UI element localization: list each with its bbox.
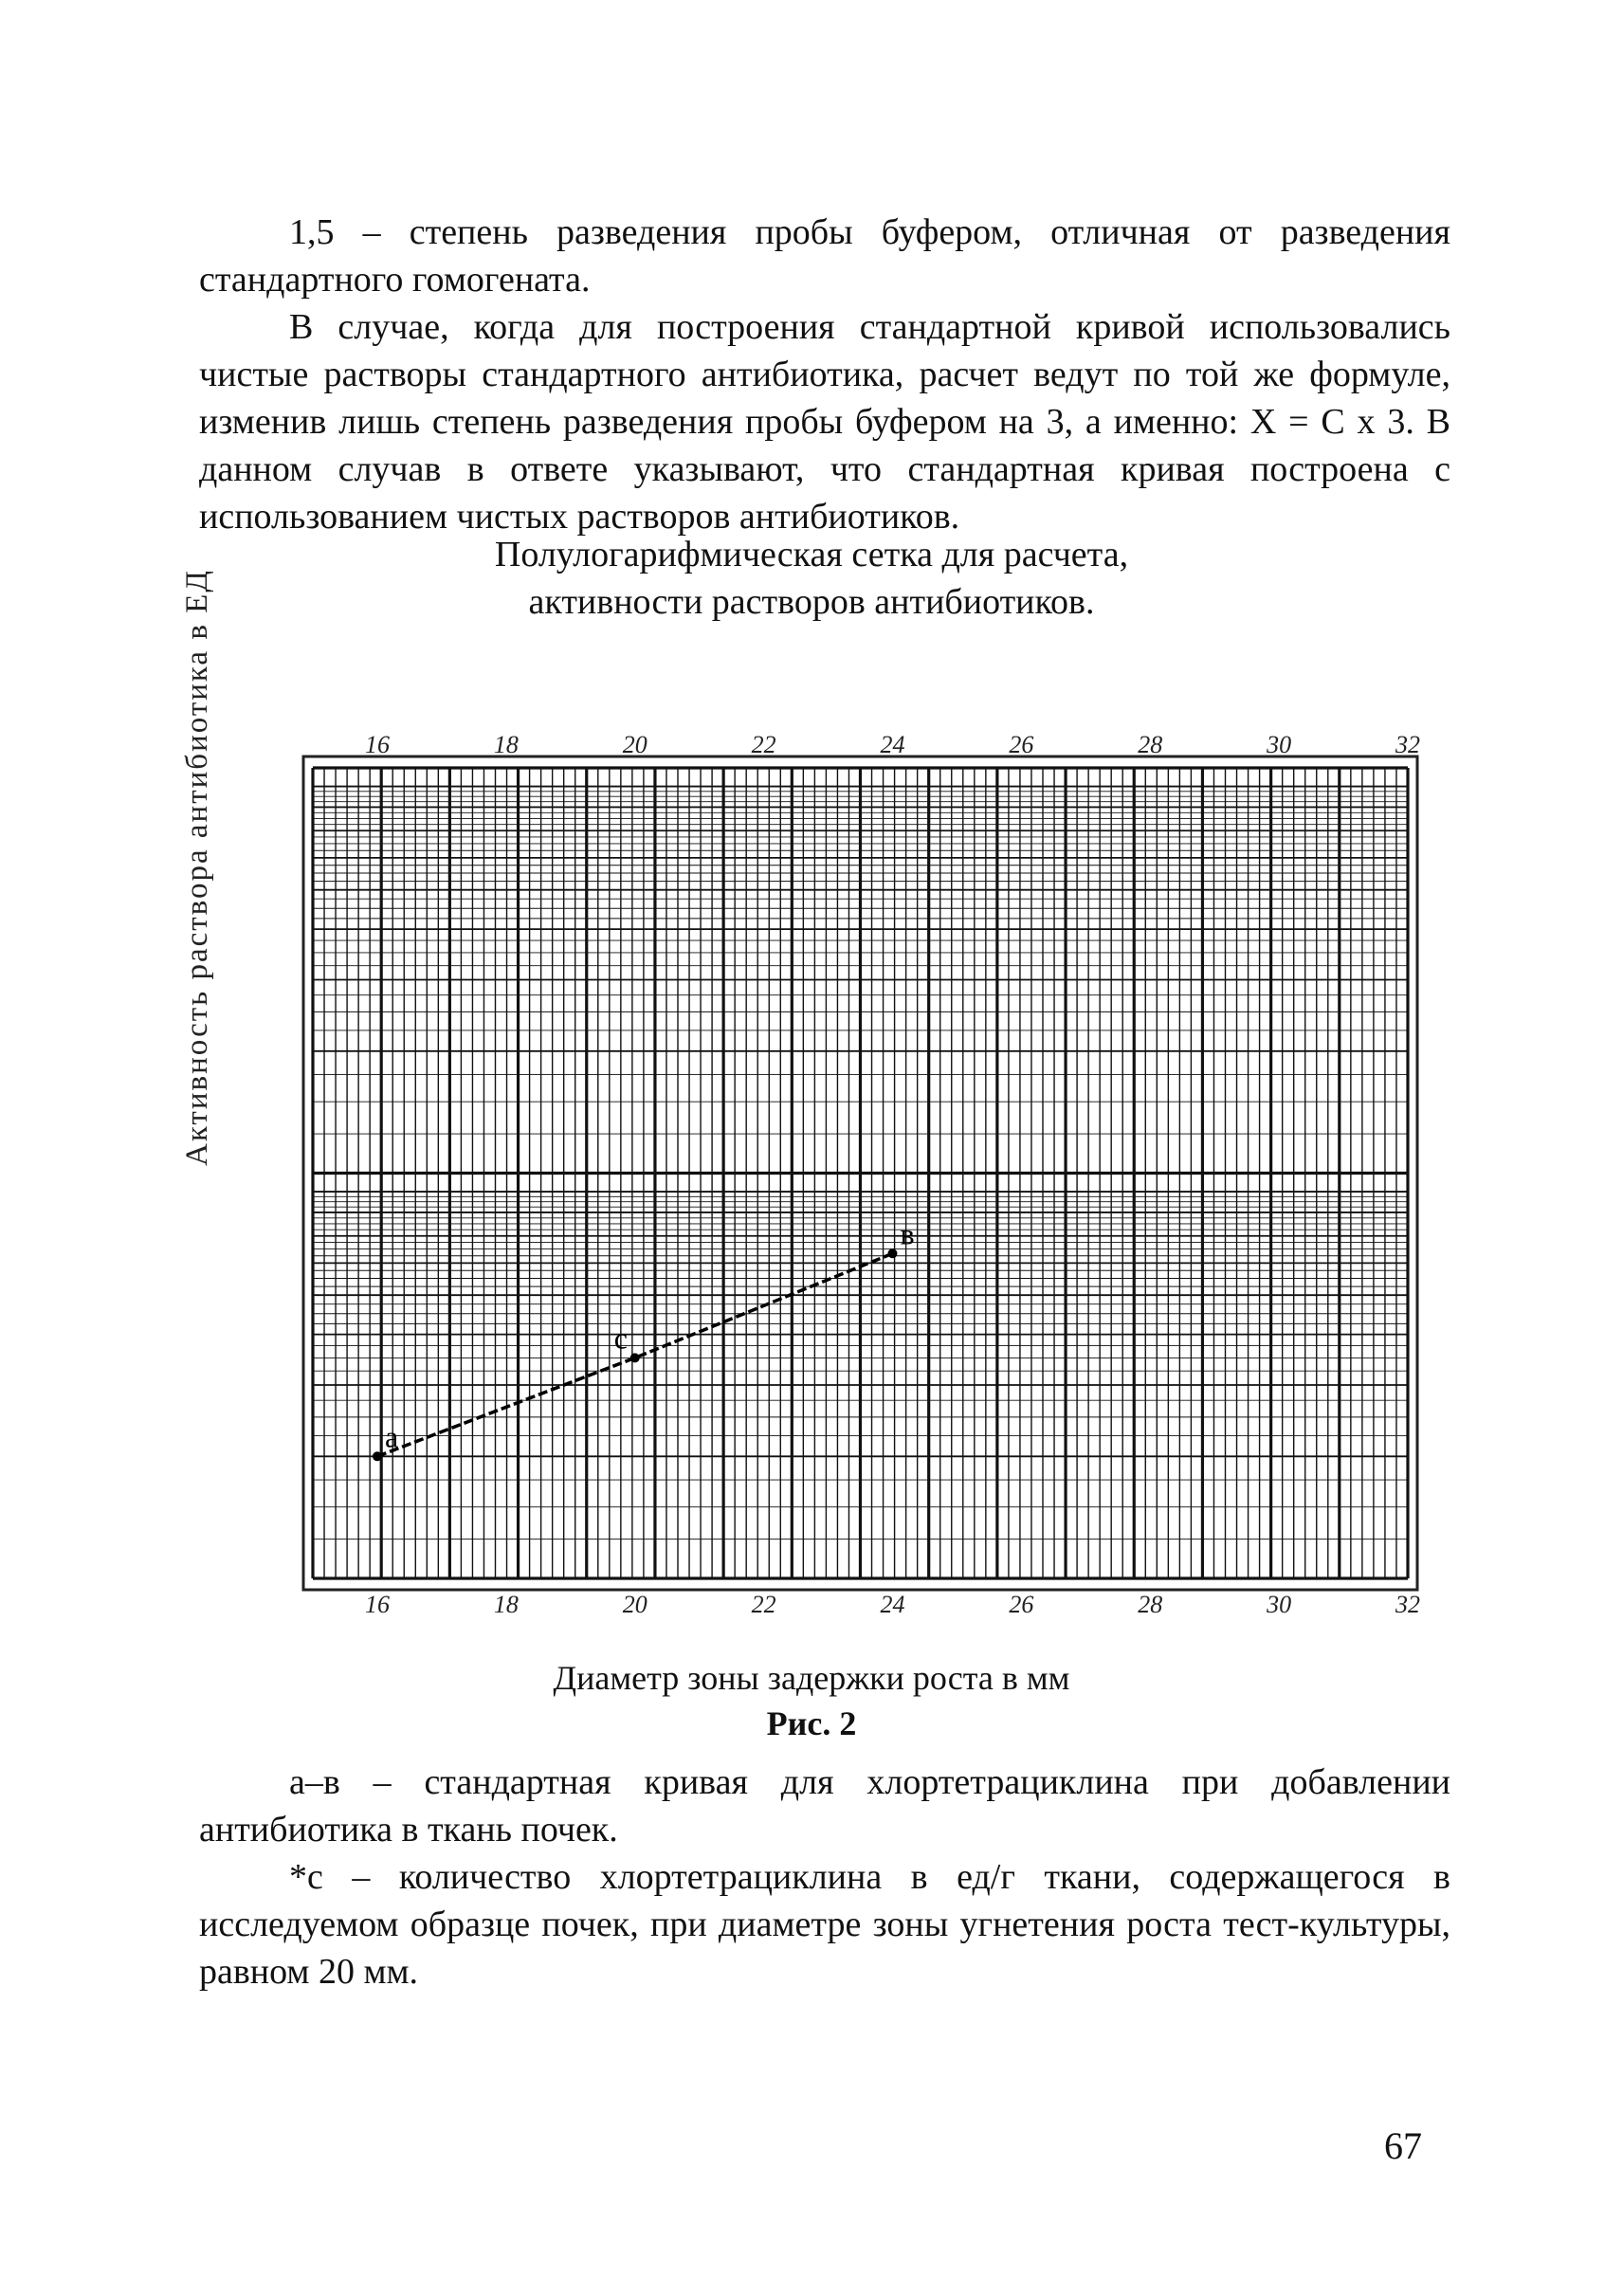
note-1: а–в – стандартная кривая для хлортетрациклина при добавлении антибиотика в ткань почек. <box>199 1762 1450 1850</box>
x-tick-label-top: 24 <box>880 731 905 758</box>
y-axis-label: Активность раствора антибиотика в ЕД <box>180 569 214 1166</box>
figure-title-line-2: активности растворов антибиотиков. <box>528 582 1095 622</box>
semilog-chart <box>209 725 1441 1616</box>
x-tick-label-top: 22 <box>751 731 776 758</box>
x-tick-label-bottom: 26 <box>1009 1591 1034 1616</box>
point-с <box>630 1353 640 1362</box>
chart-svg <box>209 725 1441 1616</box>
x-tick-label-top: 20 <box>622 731 647 758</box>
point-а <box>373 1451 382 1461</box>
figure-title-line-1: Полулогарифмическая сетка для расчета, <box>494 535 1129 574</box>
note-2: *с – количество хлортетрациклина в ед/г ткани, содержащегося в исследуемом образце почек, при диаметре зоны угнетения роста тест-культуры, равном 20 мм. <box>199 1857 1450 1992</box>
x-tick-label-top: 26 <box>1009 731 1034 758</box>
x-tick-label-bottom: 16 <box>364 1591 390 1616</box>
x-tick-label-top: 28 <box>1138 731 1163 758</box>
x-tick-label-top: 32 <box>1395 731 1420 758</box>
x-tick-label-bottom: 24 <box>880 1591 905 1616</box>
point-label-а: а <box>384 1419 399 1454</box>
paragraph-1: 1,5 – степень разведения пробы буфером, отличная от разведения стандартного гомогената. <box>199 212 1450 300</box>
point-в <box>887 1248 897 1258</box>
x-axis-label: Диаметр зоны задержки роста в мм <box>553 1659 1070 1697</box>
x-tick-label-bottom: 30 <box>1267 1591 1292 1616</box>
page-number: 67 <box>1384 2124 1422 2167</box>
x-tick-label-bottom: 28 <box>1138 1591 1163 1616</box>
x-tick-label-bottom: 22 <box>751 1591 776 1616</box>
x-tick-label-bottom: 32 <box>1395 1591 1420 1616</box>
x-tick-label-bottom: 20 <box>622 1591 647 1616</box>
point-label-в: в <box>900 1216 915 1251</box>
x-tick-label-top: 18 <box>493 731 519 758</box>
x-tick-label-bottom: 18 <box>493 1591 519 1616</box>
point-label-с: с <box>613 1321 628 1356</box>
x-tick-label-top: 30 <box>1267 731 1292 758</box>
paragraph-2: В случае, когда для построения стандартной кривой использовались чистые растворы стандартного антибиотика, расчет ведут по той же формуле, изменив лишь степень разведения пробы буфером на 3, а именно: X = C x 3. В данном случав в ответе указывают, что стандартная кривая построена с использованием чистых растворов антибиотиков. <box>199 307 1450 537</box>
figure-caption: Рис. 2 <box>766 1704 857 1742</box>
x-tick-label-top: 16 <box>364 731 390 758</box>
